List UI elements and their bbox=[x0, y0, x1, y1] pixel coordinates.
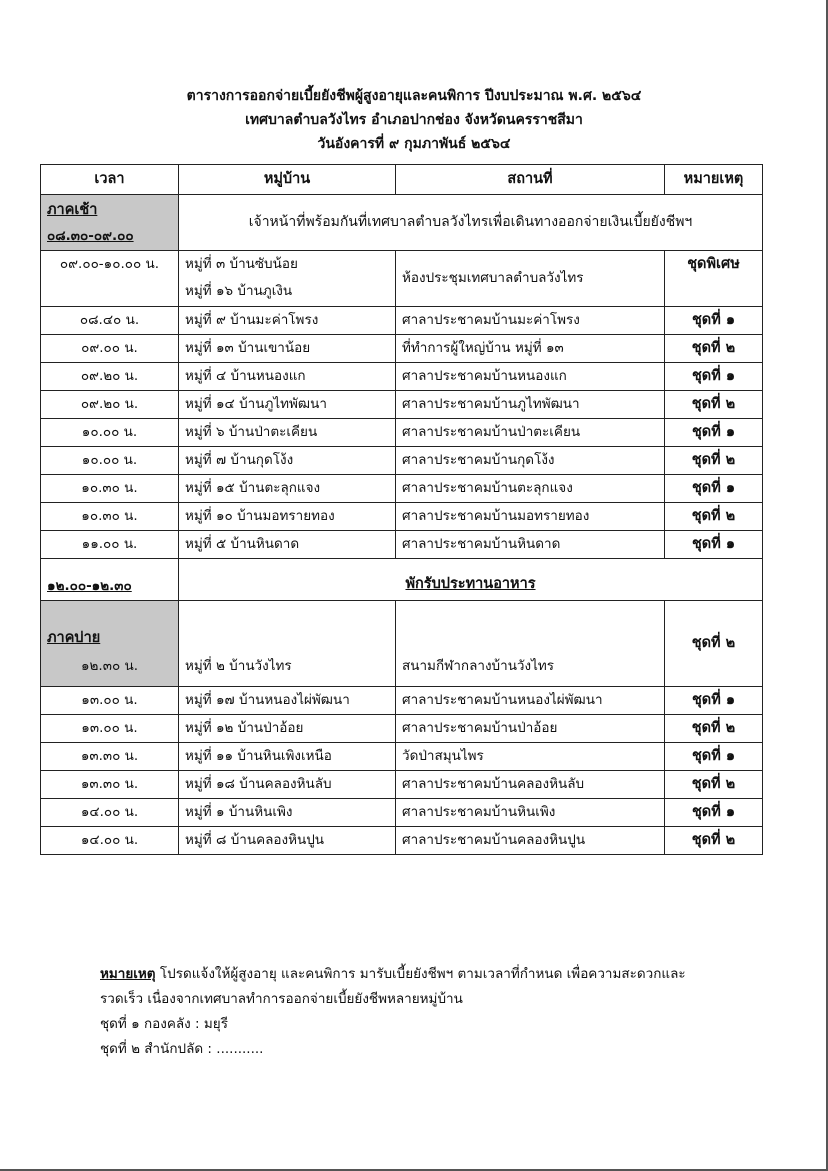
row-place: ศาลาประชาคมบ้านตะลุกแจง bbox=[396, 475, 665, 503]
morning-message: เจ้าหน้าที่พร้อมกันที่เทศบาลตำบลวังไทรเพื่อเดินทางออกจ่ายเงินเบี้ยยังชีพฯ bbox=[179, 195, 763, 251]
row-place: ศาลาประชาคมบ้านคลองหินปูน bbox=[396, 827, 665, 855]
special-village-1: หมู่ที่ ๓ บ้านซับน้อย bbox=[185, 256, 298, 272]
special-time: ๐๙.๐๐-๑๐.๐๐ น. bbox=[41, 251, 179, 307]
afternoon-place: สนามกีฬากลางบ้านวังไทร bbox=[396, 601, 665, 687]
special-village-2: หมู่ที่ ๑๖ บ้านภูเงิน bbox=[185, 283, 293, 299]
table-header-row bbox=[41, 165, 763, 195]
header-municipality: เทศบาลตำบลวังไทร อำเภอปากช่อง จังหวัดนครราชสีมา bbox=[245, 112, 583, 128]
morning-period-cell bbox=[41, 195, 179, 251]
table-row bbox=[41, 503, 763, 531]
table-row bbox=[41, 335, 763, 363]
remark-label: หมายเหตุ bbox=[100, 966, 156, 982]
row-note: ชุดที่ ๒ bbox=[665, 827, 763, 855]
remark-line-2: รวดเร็ว เนื่องจากเทศบาลทำการออกจ่ายเบี้ยยังชีพหลายหมู่บ้าน bbox=[100, 991, 463, 1007]
lunch-time: ๑๒.๐๐-๑๒.๓๐ bbox=[41, 559, 179, 601]
row-place: ศาลาประชาคมบ้านมะค่าโพรง bbox=[396, 307, 665, 335]
row-place: ศาลาประชาคมบ้านภูไทพัฒนา bbox=[396, 391, 665, 419]
lunch-title: พักรับประทานอาหาร bbox=[179, 559, 763, 601]
row-note: ชุดที่ ๑ bbox=[665, 475, 763, 503]
table-row bbox=[41, 447, 763, 475]
row-place: ศาลาประชาคมบ้านป่าตะเคียน bbox=[396, 419, 665, 447]
footer-remarks bbox=[100, 962, 740, 1062]
row-note: ชุดที่ ๒ bbox=[665, 447, 763, 475]
row-note: ชุดที่ ๑ bbox=[665, 687, 763, 715]
special-note: ชุดพิเศษ bbox=[665, 251, 763, 307]
table-row bbox=[41, 827, 763, 855]
row-village: หมู่ที่ ๑ บ้านหินเพิง bbox=[179, 799, 396, 827]
remark-text-1: โปรดแจ้งให้ผู้สูงอายุ และคนพิการ มารับเบี้ยยังชีพฯ ตามเวลาที่กำหนด เพื่อความสะดวกและ bbox=[155, 966, 686, 982]
row-time: ๑๐.๓๐ น. bbox=[41, 503, 179, 531]
row-time: ๐๙.๒๐ น. bbox=[41, 363, 179, 391]
morning-row bbox=[41, 195, 763, 251]
lunch-row bbox=[41, 559, 763, 601]
afternoon-period-cell bbox=[41, 601, 179, 687]
row-time: ๑๔.๐๐ น. bbox=[41, 827, 179, 855]
schedule-table bbox=[40, 164, 763, 855]
row-village: หมู่ที่ ๕ บ้านหินดาด bbox=[179, 531, 396, 559]
row-village: หมู่ที่ ๖ บ้านป่าตะเคียน bbox=[179, 419, 396, 447]
table-row bbox=[41, 743, 763, 771]
header-place: สถานที่ bbox=[396, 165, 665, 195]
table-row bbox=[41, 391, 763, 419]
row-village: หมู่ที่ ๙ บ้านมะค่าโพรง bbox=[179, 307, 396, 335]
row-place: ที่ทำการผู้ใหญ่บ้าน หมู่ที่ ๑๓ bbox=[396, 335, 665, 363]
row-time: ๐๘.๔๐ น. bbox=[41, 307, 179, 335]
row-village: หมู่ที่ ๑๐ บ้านมอทรายทอง bbox=[179, 503, 396, 531]
row-place: ศาลาประชาคมบ้านหนองไผ่พัฒนา bbox=[396, 687, 665, 715]
header-date: วันอังคารที่ ๙ กุมภาพันธ์ ๒๕๖๔ bbox=[317, 136, 511, 152]
team-2-note: ชุดที่ ๒ สำนักปลัด : ........... bbox=[100, 1041, 264, 1057]
row-village: หมู่ที่ ๑๕ บ้านตะลุกแจง bbox=[179, 475, 396, 503]
afternoon-note: ชุดที่ ๒ bbox=[665, 601, 763, 687]
row-village: หมู่ที่ ๑๒ บ้านป่าอ้อย bbox=[179, 715, 396, 743]
remark-line-1 bbox=[100, 962, 740, 987]
row-note: ชุดที่ ๑ bbox=[665, 799, 763, 827]
table-row bbox=[41, 419, 763, 447]
table-row bbox=[41, 531, 763, 559]
row-note: ชุดที่ ๒ bbox=[665, 503, 763, 531]
row-place: ศาลาประชาคมบ้านมอทรายทอง bbox=[396, 503, 665, 531]
row-time: ๑๓.๓๐ น. bbox=[41, 771, 179, 799]
row-village: หมู่ที่ ๑๑ บ้านหินเพิงเหนือ bbox=[179, 743, 396, 771]
row-village: หมู่ที่ ๑๗ บ้านหนองไผ่พัฒนา bbox=[179, 687, 396, 715]
row-village: หมู่ที่ ๑๔ บ้านภูไทพัฒนา bbox=[179, 391, 396, 419]
row-village: หมู่ที่ ๔ บ้านหนองแก bbox=[179, 363, 396, 391]
row-note: ชุดที่ ๒ bbox=[665, 715, 763, 743]
row-place: ศาลาประชาคมบ้านกุดโง้ง bbox=[396, 447, 665, 475]
afternoon-label: ภาคบ่าย bbox=[47, 630, 101, 646]
table-row bbox=[41, 715, 763, 743]
row-note: ชุดที่ ๒ bbox=[665, 335, 763, 363]
row-time: ๑๐.๓๐ น. bbox=[41, 475, 179, 503]
row-place: ศาลาประชาคมบ้านหนองแก bbox=[396, 363, 665, 391]
row-note: ชุดที่ ๒ bbox=[665, 391, 763, 419]
row-note: ชุดที่ ๒ bbox=[665, 771, 763, 799]
afternoon-village: หมู่ที่ ๒ บ้านวังไทร bbox=[179, 601, 396, 687]
row-time: ๑๔.๐๐ น. bbox=[41, 799, 179, 827]
special-villages bbox=[179, 251, 396, 307]
table-row bbox=[41, 475, 763, 503]
row-time: ๑๑.๐๐ น. bbox=[41, 531, 179, 559]
table-row bbox=[41, 307, 763, 335]
table-row bbox=[41, 687, 763, 715]
document-header bbox=[0, 84, 828, 156]
row-time: ๑๓.๓๐ น. bbox=[41, 743, 179, 771]
header-note: หมายเหตุ bbox=[665, 165, 763, 195]
row-note: ชุดที่ ๑ bbox=[665, 743, 763, 771]
row-village: หมู่ที่ ๑๓ บ้านเขาน้อย bbox=[179, 335, 396, 363]
header-time: เวลา bbox=[41, 165, 179, 195]
row-village: หมู่ที่ ๗ บ้านกุดโง้ง bbox=[179, 447, 396, 475]
row-village: หมู่ที่ ๑๘ บ้านคลองหินลับ bbox=[179, 771, 396, 799]
team-1-note: ชุดที่ ๑ กองคลัง : มยุรี bbox=[100, 1016, 228, 1032]
special-place: ห้องประชุมเทศบาลตำบลวังไทร bbox=[396, 251, 665, 307]
row-time: ๑๐.๐๐ น. bbox=[41, 447, 179, 475]
header-title: ตารางการออกจ่ายเบี้ยยังชีพผู้สูงอายุและคนพิการ ปีงบประมาณ พ.ศ. ๒๕๖๔ bbox=[186, 88, 642, 104]
table-row bbox=[41, 771, 763, 799]
row-note: ชุดที่ ๑ bbox=[665, 307, 763, 335]
row-place: ศาลาประชาคมบ้านคลองหินลับ bbox=[396, 771, 665, 799]
row-place: ศาลาประชาคมบ้านหินเพิง bbox=[396, 799, 665, 827]
header-village: หมู่บ้าน bbox=[179, 165, 396, 195]
row-note: ชุดที่ ๑ bbox=[665, 419, 763, 447]
row-time: ๑๓.๐๐ น. bbox=[41, 715, 179, 743]
afternoon-time: ๑๒.๓๐ น. bbox=[80, 658, 139, 674]
row-note: ชุดที่ ๑ bbox=[665, 363, 763, 391]
special-row bbox=[41, 251, 763, 307]
morning-time: ๐๘.๓๐-๐๙.๐๐ bbox=[47, 227, 134, 244]
table-row bbox=[41, 363, 763, 391]
row-time: ๐๙.๐๐ น. bbox=[41, 335, 179, 363]
row-place: ศาลาประชาคมบ้านหินดาด bbox=[396, 531, 665, 559]
table-row bbox=[41, 799, 763, 827]
row-place: วัดป่าสมุนไพร bbox=[396, 743, 665, 771]
row-time: ๑๐.๐๐ น. bbox=[41, 419, 179, 447]
row-time: ๐๙.๒๐ น. bbox=[41, 391, 179, 419]
morning-label: ภาคเช้า bbox=[47, 201, 98, 218]
row-time: ๑๓.๐๐ น. bbox=[41, 687, 179, 715]
row-place: ศาลาประชาคมบ้านป่าอ้อย bbox=[396, 715, 665, 743]
row-note: ชุดที่ ๑ bbox=[665, 531, 763, 559]
afternoon-row bbox=[41, 601, 763, 687]
row-village: หมู่ที่ ๘ บ้านคลองหินปูน bbox=[179, 827, 396, 855]
